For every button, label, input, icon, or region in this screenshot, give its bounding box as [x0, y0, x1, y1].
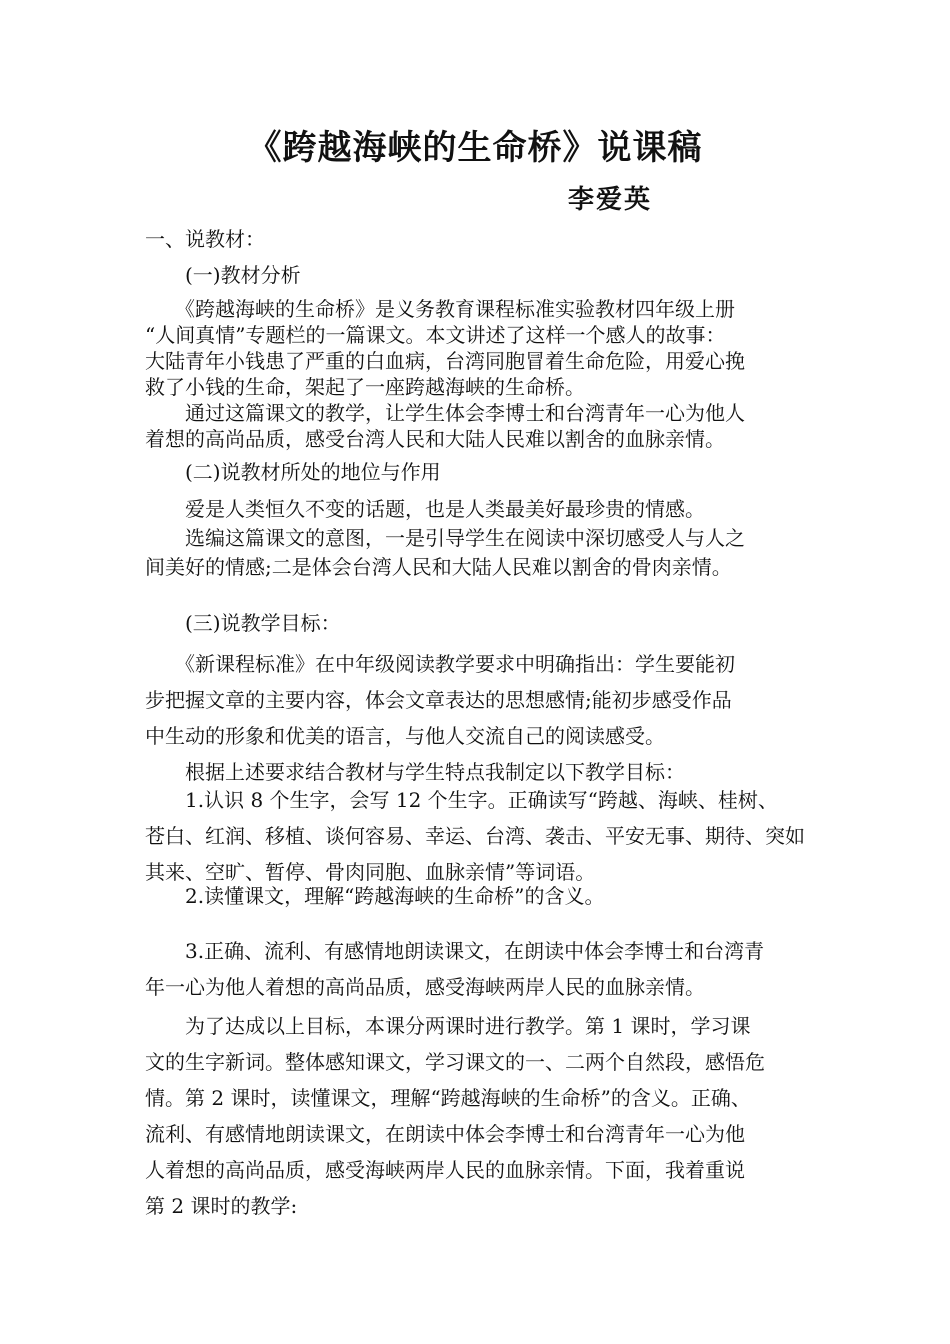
teaching-goal-2: 2.读懂课文，理解“跨越海峡的生命桥”的含义。	[145, 884, 605, 908]
paragraph-position-role: 爱是人类恒久不变的话题，也是人类最美好最珍贵的情感。 选编这篇课文的意图，一是引导学生在阅读中深切感受人与人之 间美好的情感;二是体会台湾人民和大陆人民难以割舍的骨肉亲情。	[145, 497, 745, 579]
author-name: 李爱英	[568, 185, 653, 215]
teaching-goal-3: 3.正确、流利、有感情地朗读课文，在朗读中体会李博士和台湾青 年一心为他人着想的高尚品质，感受海峡两岸人民的血脉亲情。	[145, 939, 765, 999]
subheading-position-role: (二)说教材所处的地位与作用	[145, 460, 441, 484]
paragraph-textbook-analysis: 《跨越海峡的生命桥》是义务教育课程标准实验教材四年级上册 “人间真情”专题栏的一篇课文。本文讲述了这样一个感人的故事： 大陆青年小钱患了严重的白血病，台湾同胞冒着生命危险，用爱心挽 救了小钱的生命，架起了一座跨越海峡的生命桥。 通过这篇课文的教学，让学生体会李博士和台湾青年一心为他人 着想的高尚品质，感受台湾人民和大陆人民难以割舍的血脉亲情。	[145, 297, 745, 451]
paragraph-lesson-plan: 为了达成以上目标，本课分两课时进行教学。第 1 课时，学习课 文的生字新词。整体感知课文，学习课文的一、二两个自然段，感悟危 情。第 2 课时，读懂课文，理解“跨越海峡的生命桥”的含义。正确、 流利、有感情地朗读课文，在朗读中体会李博士和台湾青年一心为他 人着想的高尚品质，感受海峡两岸人民的血脉亲情。下面，我着重说 第 2 课时的教学:	[145, 1014, 765, 1218]
teaching-goal-1: 1.认识 8 个生字，会写 12 个生字。正确读写“跨越、海峡、桂树、 苍白、红润、移植、谈何容易、幸运、台湾、袭击、平安无事、期待、突如 其来、空旷、暂停、骨肉同胞、血脉亲情”等词语。	[145, 788, 805, 884]
section-heading-textbook: 一、说教材：	[145, 227, 265, 251]
subheading-textbook-analysis: (一)教材分析	[145, 263, 301, 287]
document-title: 《跨越海峡的生命桥》说课稿	[247, 128, 703, 168]
subheading-teaching-goals: (三)说教学目标：	[145, 611, 341, 635]
paragraph-curriculum-standard: 《新课程标准》在中年级阅读教学要求中明确指出：学生要能初 步把握文章的主要内容，体会文章表达的思想感情;能初步感受作品 中生动的形象和优美的语言，与他人交流自己的阅读感受。 根据上述要求结合教材与学生特点我制定以下教学目标：	[145, 652, 735, 784]
